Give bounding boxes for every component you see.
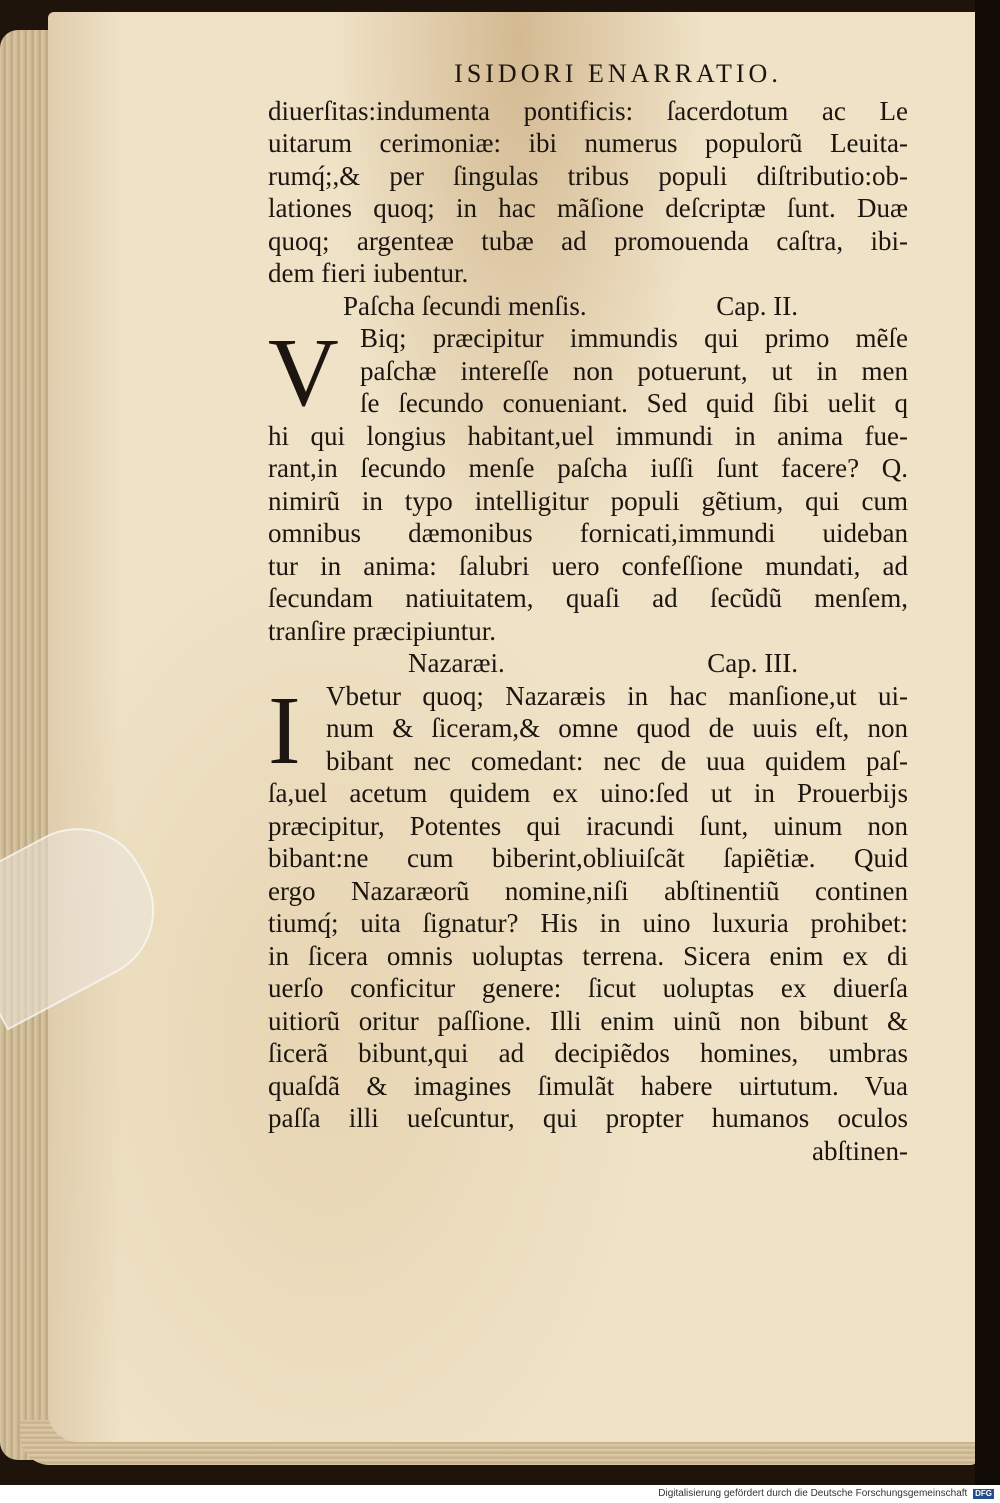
text-line: dem fieri iubentur. [268,258,469,288]
text-line: ergo Nazaræorũ nomine,niſi abſtinentiũ continen [268,875,908,906]
text-line: uitarum cerimoniæ: ibi numerus populorũ Leuita- [268,128,908,158]
chapter-number: Cap. II. [716,290,798,321]
text-line: in ſicera omnis uoluptas terrena. Sicera enim ex di [268,940,908,971]
text-line: ſicerã bibunt,qui ad decipiẽdos homines, umbras [268,1038,908,1068]
text-line: quaſdã & imagines ſimulãt habere uirtutum. Vua [268,1070,908,1101]
text-line: tiumq́; uita ſignatur? His in uino luxuria prohibet: [268,908,908,938]
section-title: Nazaræi. [408,648,505,678]
drop-initial: V [268,319,339,427]
text-line: uerſo conficitur genere: ſicut uoluptas ex diuerſa [268,973,908,1003]
text-line: paſſa illi ueſcuntur, qui propter humanos oculos [268,1103,908,1133]
digitization-footer [0,1485,1000,1503]
running-head: ISIDORI ENARRATIO. [454,59,782,88]
text-line: lationes quoq; in hac mãſione deſcriptæ ſunt. Duæ [268,193,908,223]
section-heading-3 [268,647,908,680]
page-text [268,58,908,1167]
text-line: ſa,uel acetum quidem ex uino:ſed ut in Prouerbijs [268,778,908,808]
text-line: hi qui longius habitant,uel immundi in anima fue- [268,420,908,451]
text-line: rumq́;,& per ſingulas tribus populi diſtributio:ob- [268,160,908,191]
text-line: bibant:ne cum biberint,obliuiſcãt ſapiẽtiæ. Quid [268,843,908,873]
chapter-number: Cap. III. [707,648,798,678]
text-line: tur in anima: ſalubri uero confeſſione mundati, ad [268,550,908,581]
text-line: ſecundam natiuitatem, quaſi ad ſecũdũ menſem, [268,583,908,613]
text-line: omnibus dæmonibus fornicati,immundi uideban [268,518,908,548]
intro-paragraph [268,95,908,290]
text-line: diuerſitas:indumenta pontificis: ſacerdotum ac Le [268,95,908,126]
catchword: abſtinen- [812,1135,908,1166]
text-line: num & ſiceram,& omne quod de uuis eſt, non [326,713,908,743]
section-title: Paſcha ſecundi menſis. [343,290,587,321]
section-heading-2 [268,290,908,323]
text-line: Vbetur quoq; Nazaræis in hac manſione,ut ui- [326,680,908,711]
text-line: Biq; præcipitur immundis qui primo mẽſe [360,323,908,353]
text-line: paſchæ intereſſe non potuerunt, ut in men [360,355,908,386]
section-2-paragraph [268,319,908,647]
gutter-shadow [975,0,1000,1485]
drop-initial: I [268,676,301,785]
footer-text: Digitalisierung gefördert durch die Deutsche Forschungsgemeinschaft [658,1488,968,1499]
section-3-paragraph [268,676,908,1135]
text-line: quoq; argenteæ tubæ ad promouenda caſtra, ibi- [268,225,908,256]
dfg-logo-icon: DFG [975,1489,992,1498]
text-line: ſe ſecundo conueniant. Sed quid ſibi uelit q [360,388,908,418]
text-line: bibant nec comedant: nec de uua quidem paſ- [326,745,908,776]
text-line: rant,in ſecundo menſe paſcha iuſſi ſunt facere? Q. [268,453,908,483]
text-line: nimirũ in typo intelligitur populi gẽtium, qui cum [268,485,908,516]
text-line: tranſire præcipiuntur. [268,615,496,646]
text-line: uitiorũ oritur paſſione. Illi enim uinũ non bibunt & [268,1005,908,1036]
text-line: præcipitur, Potentes qui iracundi ſunt, uinum non [268,810,908,841]
